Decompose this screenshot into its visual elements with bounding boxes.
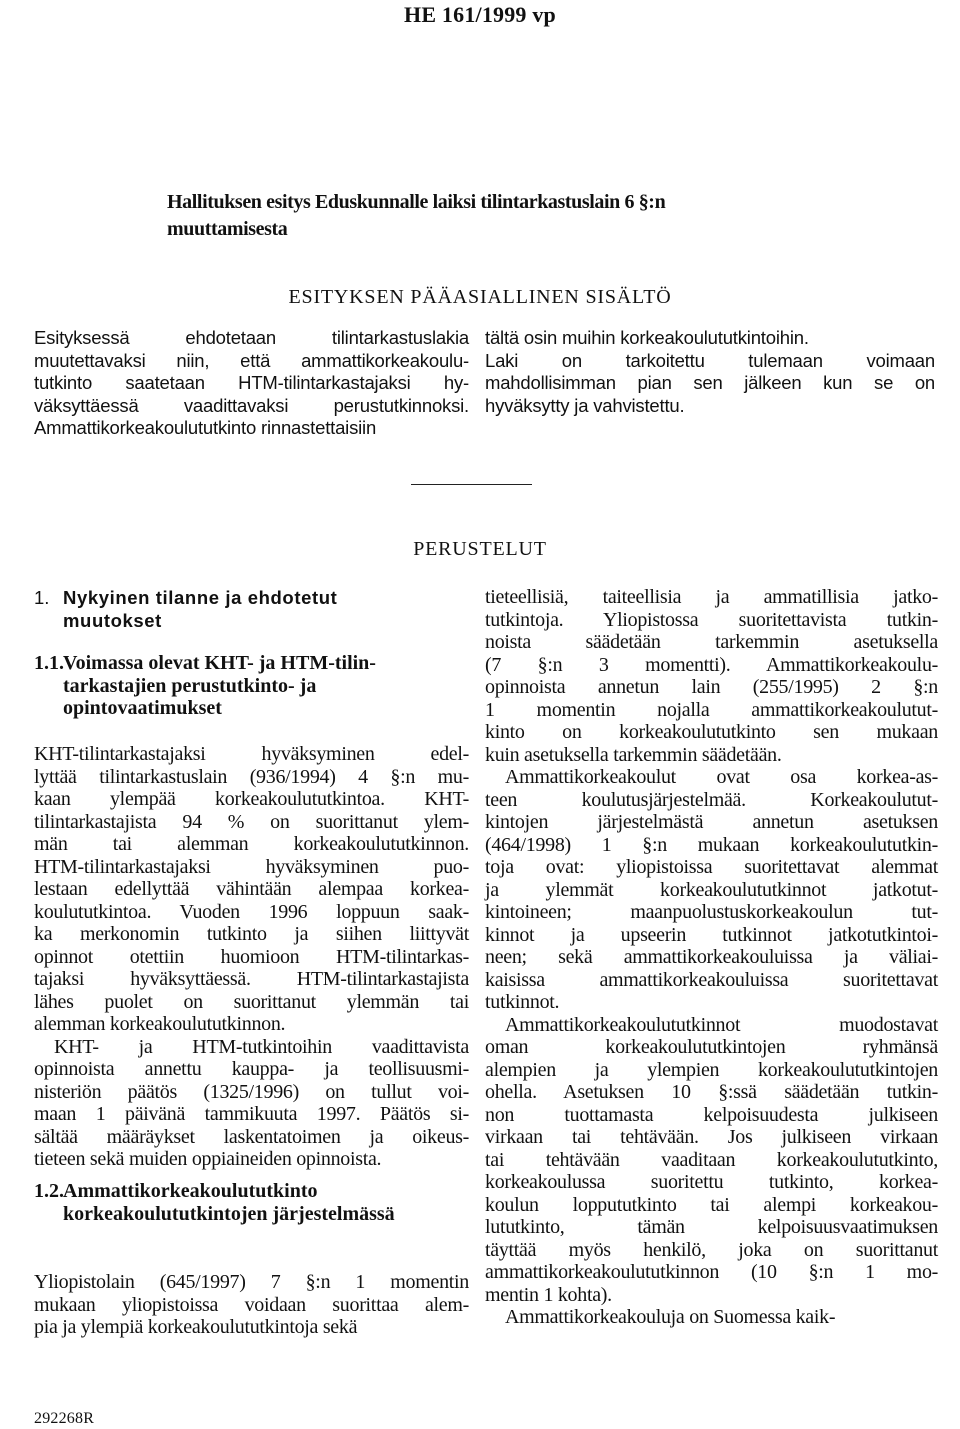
title-line-1: Hallituksen esitys Eduskunnalle laiksi tilintarkastuslain 6 §:n — [167, 191, 666, 213]
text-line: opinnoista annetun lain (255/1995) 2 §:n — [485, 676, 938, 698]
text-line: täyttää myös henkilö, joka on suorittanut — [485, 1238, 938, 1261]
right-paragraph-4 — [485, 1306, 938, 1329]
summary-heading: ESITYKSEN PÄÄASIALLINEN SISÄLTÖ — [288, 286, 672, 308]
text-line: sältää määräykset laskentatoimen ja oikeus- — [34, 1125, 469, 1148]
right-paragraph-3 — [485, 1014, 938, 1307]
text-line: neen; sekä ammattikorkeakouluissa ja väliai- — [485, 946, 938, 968]
section-1-title-line-1: Nykyinen tilanne ja ehdotetut — [63, 587, 338, 608]
text-line: Ammattikorkeakouluja on Suomessa kaik- — [505, 1306, 836, 1328]
text-line: kaan ylempää korkeakoulututkintoa. KHT- — [34, 788, 469, 810]
text-line: HTM-tilintarkastajaksi hyväksyminen puo- — [34, 855, 469, 878]
text-line: Esityksessä ehdotetaan tilintarkastuslakia — [34, 327, 469, 348]
text-line: tutkinto saatetaan HTM-tilintarkastajaksi hy- — [34, 372, 469, 393]
text-line: väksyttäessä vaadittavaksi perustutkinnoksi. — [34, 394, 469, 416]
text-line: (7 §:n 3 momentti). Ammattikorkeakoulu- — [485, 653, 938, 676]
text-line: Laki on tarkoitettu tulemaan voimaan — [485, 349, 935, 371]
text-line: pia ja ylempiä korkeakoulututkintoja sekä — [34, 1316, 358, 1338]
text-line: kintoineen; maanpuolustuskorkeakoulun tut- — [485, 901, 938, 923]
text-line: toja ovat: yliopistoissa suoritettavat alemmat — [485, 856, 938, 878]
text-line: KHT-tilintarkastajaksi hyväksyminen edel- — [34, 743, 469, 765]
text-line: KHT- ja HTM-tutkintoihin vaadittavista — [54, 1035, 469, 1058]
text-line: mentin 1 kohta). — [485, 1283, 612, 1306]
section-1-1-number: 1.1. — [34, 652, 64, 674]
text-line: tai tehtävään vaaditaan korkeakoulututkinto, — [485, 1148, 938, 1171]
text-line: noista säädetään tarkemmin asetuksella — [485, 631, 938, 653]
text-line: män tai alemman korkeakoulututkinnon. — [34, 833, 469, 855]
text-line: kaisissa ammattikorkeakouluissa suoritettavat — [485, 968, 938, 991]
left-paragraph-2 — [34, 1036, 469, 1171]
document-id: HE 161/1999 vp — [404, 2, 556, 27]
text-line: 1 momentin nojalla ammattikorkeakoulutut- — [485, 698, 938, 721]
text-line: tieteen sekä muiden oppiaineiden opinnoista. — [34, 1148, 382, 1170]
section-1-2-title-line-1: Ammattikorkeakoulututkinto — [63, 1180, 318, 1202]
text-line: alemman korkeakoulututkinnon. — [34, 1013, 286, 1035]
text-line: mahdollisimman pian sen jälkeen kun se on — [485, 372, 935, 393]
section-1-1-title-line-3: opintovaatimukset — [63, 697, 222, 719]
text-line: oman korkeakoulututkintojen ryhmänsä — [485, 1036, 938, 1058]
left-paragraph-1 — [34, 743, 469, 1036]
summary-right-column — [485, 327, 935, 417]
text-line: ja ylemmät korkeakoulututkinnot jatkotut- — [485, 878, 938, 901]
left-paragraph-3 — [34, 1271, 469, 1339]
text-line: non tuottamasta kelpoisuudesta julkiseen — [485, 1103, 938, 1126]
text-line: korkeakoulussa suoritettu tutkinto, korkea- — [485, 1171, 938, 1193]
right-paragraph-2 — [485, 766, 938, 1014]
text-line: virkaan tai tehtävään. Jos julkiseen virkaan — [485, 1126, 938, 1148]
text-line: (464/1998) 1 §:n mukaan korkeakoulututkin- — [485, 833, 938, 856]
section-1-2-title-line-2: korkeakoulututkintojen järjestelmässä — [63, 1202, 395, 1225]
text-line: Ammattikorkeakoulututkinto rinnastettaisiin — [34, 417, 377, 438]
text-line: tilintarkastajista 94 % on suorittanut ylem- — [34, 810, 469, 833]
text-line: tieteellisiä, taiteellisia ja ammatillisia jatko- — [485, 586, 938, 608]
section-1-title-line-2: muutokset — [63, 609, 162, 631]
title-line-2: muuttamisesta — [167, 218, 288, 240]
section-1-1-title-line-1: Voimassa olevat KHT- ja HTM-tilin- — [63, 652, 376, 674]
section-1-number: 1. — [34, 587, 50, 608]
text-line: mukaan yliopistoissa voidaan suorittaa alem- — [34, 1293, 469, 1316]
text-line: tutkintoja. Yliopistossa suoritettavista tutkin- — [485, 608, 938, 631]
right-column-body — [485, 586, 938, 1329]
section-1-2-heading — [34, 1180, 469, 1225]
text-line: opinnoista annettu kauppa- ja teollisuusmi- — [34, 1058, 469, 1080]
text-line: tältä osin muihin korkeakoulututkintoihin. — [485, 327, 809, 348]
text-line: Ammattikorkeakoulut ovat osa korkea-as- — [505, 766, 938, 788]
text-line: hyväksytty ja vahvistettu. — [485, 394, 685, 416]
section-divider — [411, 484, 532, 485]
perustelut-heading: PERUSTELUT — [413, 538, 547, 560]
text-line: kintojen järjestelmästä annetun asetuksen — [485, 811, 938, 833]
text-line: kuin asetuksella tarkemmin säädetään. — [485, 743, 782, 766]
section-1-1-heading — [34, 652, 469, 720]
left-column-body — [34, 743, 469, 1171]
summary-left-column — [34, 327, 469, 440]
text-line: tajaksi hyväksyttäessä. HTM-tilintarkastajista — [34, 968, 469, 990]
text-line: tutkinnot. — [485, 991, 560, 1013]
text-line: alempien ja ylempien korkeakoulututkintojen — [485, 1058, 938, 1081]
text-line: ammattikorkeakoulututkinnon (10 §:n 1 mo- — [485, 1261, 938, 1283]
text-line: nisteriön päätös (1325/1996) on tullut voi- — [34, 1080, 469, 1103]
footer-code: 292268R — [34, 1410, 95, 1427]
text-line: lyttää tilintarkastuslain (936/1994) 4 §:n mu- — [34, 765, 469, 788]
section-1-heading — [34, 587, 469, 632]
text-line: ohella. Asetuksen 10 §:ssä säädetään tutkin- — [485, 1081, 938, 1103]
document-title — [167, 189, 887, 243]
text-line: kinnot ja upseerin tutkinnot jatkotutkintoi- — [485, 923, 938, 946]
text-line: kinto on korkeakoulututkinto sen mukaan — [485, 721, 938, 743]
text-line: Ammattikorkeakoulututkinnot muodostavat — [505, 1013, 938, 1036]
right-paragraph-1 — [485, 586, 938, 766]
text-line: muutettavaksi niin, että ammattikorkeakoulu- — [34, 349, 469, 371]
text-line: ka merkonomin tutkinto ja siihen liittyvät — [34, 923, 469, 945]
section-1-1-title-line-2: tarkastajien perustutkinto- ja — [63, 674, 317, 697]
text-line: lututkinto, tämän kelpoisuusvaatimuksen — [485, 1216, 938, 1238]
text-line: lestaan edellyttää vähintään alempaa korkea- — [34, 878, 469, 900]
section-1-2-number: 1.2. — [34, 1180, 64, 1202]
text-line: koulututkintoa. Vuoden 1996 loppuun saak- — [34, 900, 469, 923]
text-line: lähes puolet on suorittanut ylemmän tai — [34, 990, 469, 1013]
text-line: opinnot otettiin huomioon HTM-tilintarkas- — [34, 945, 469, 968]
text-line: maan 1 päivänä tammikuuta 1997. Päätös si- — [34, 1103, 469, 1125]
text-line: teen koulutusjärjestelmää. Korkeakoulutut- — [485, 788, 938, 811]
text-line: Yliopistolain (645/1997) 7 §:n 1 momentin — [34, 1271, 469, 1293]
text-line: koulun loppututkinto tai alempi korkeakou- — [485, 1193, 938, 1216]
